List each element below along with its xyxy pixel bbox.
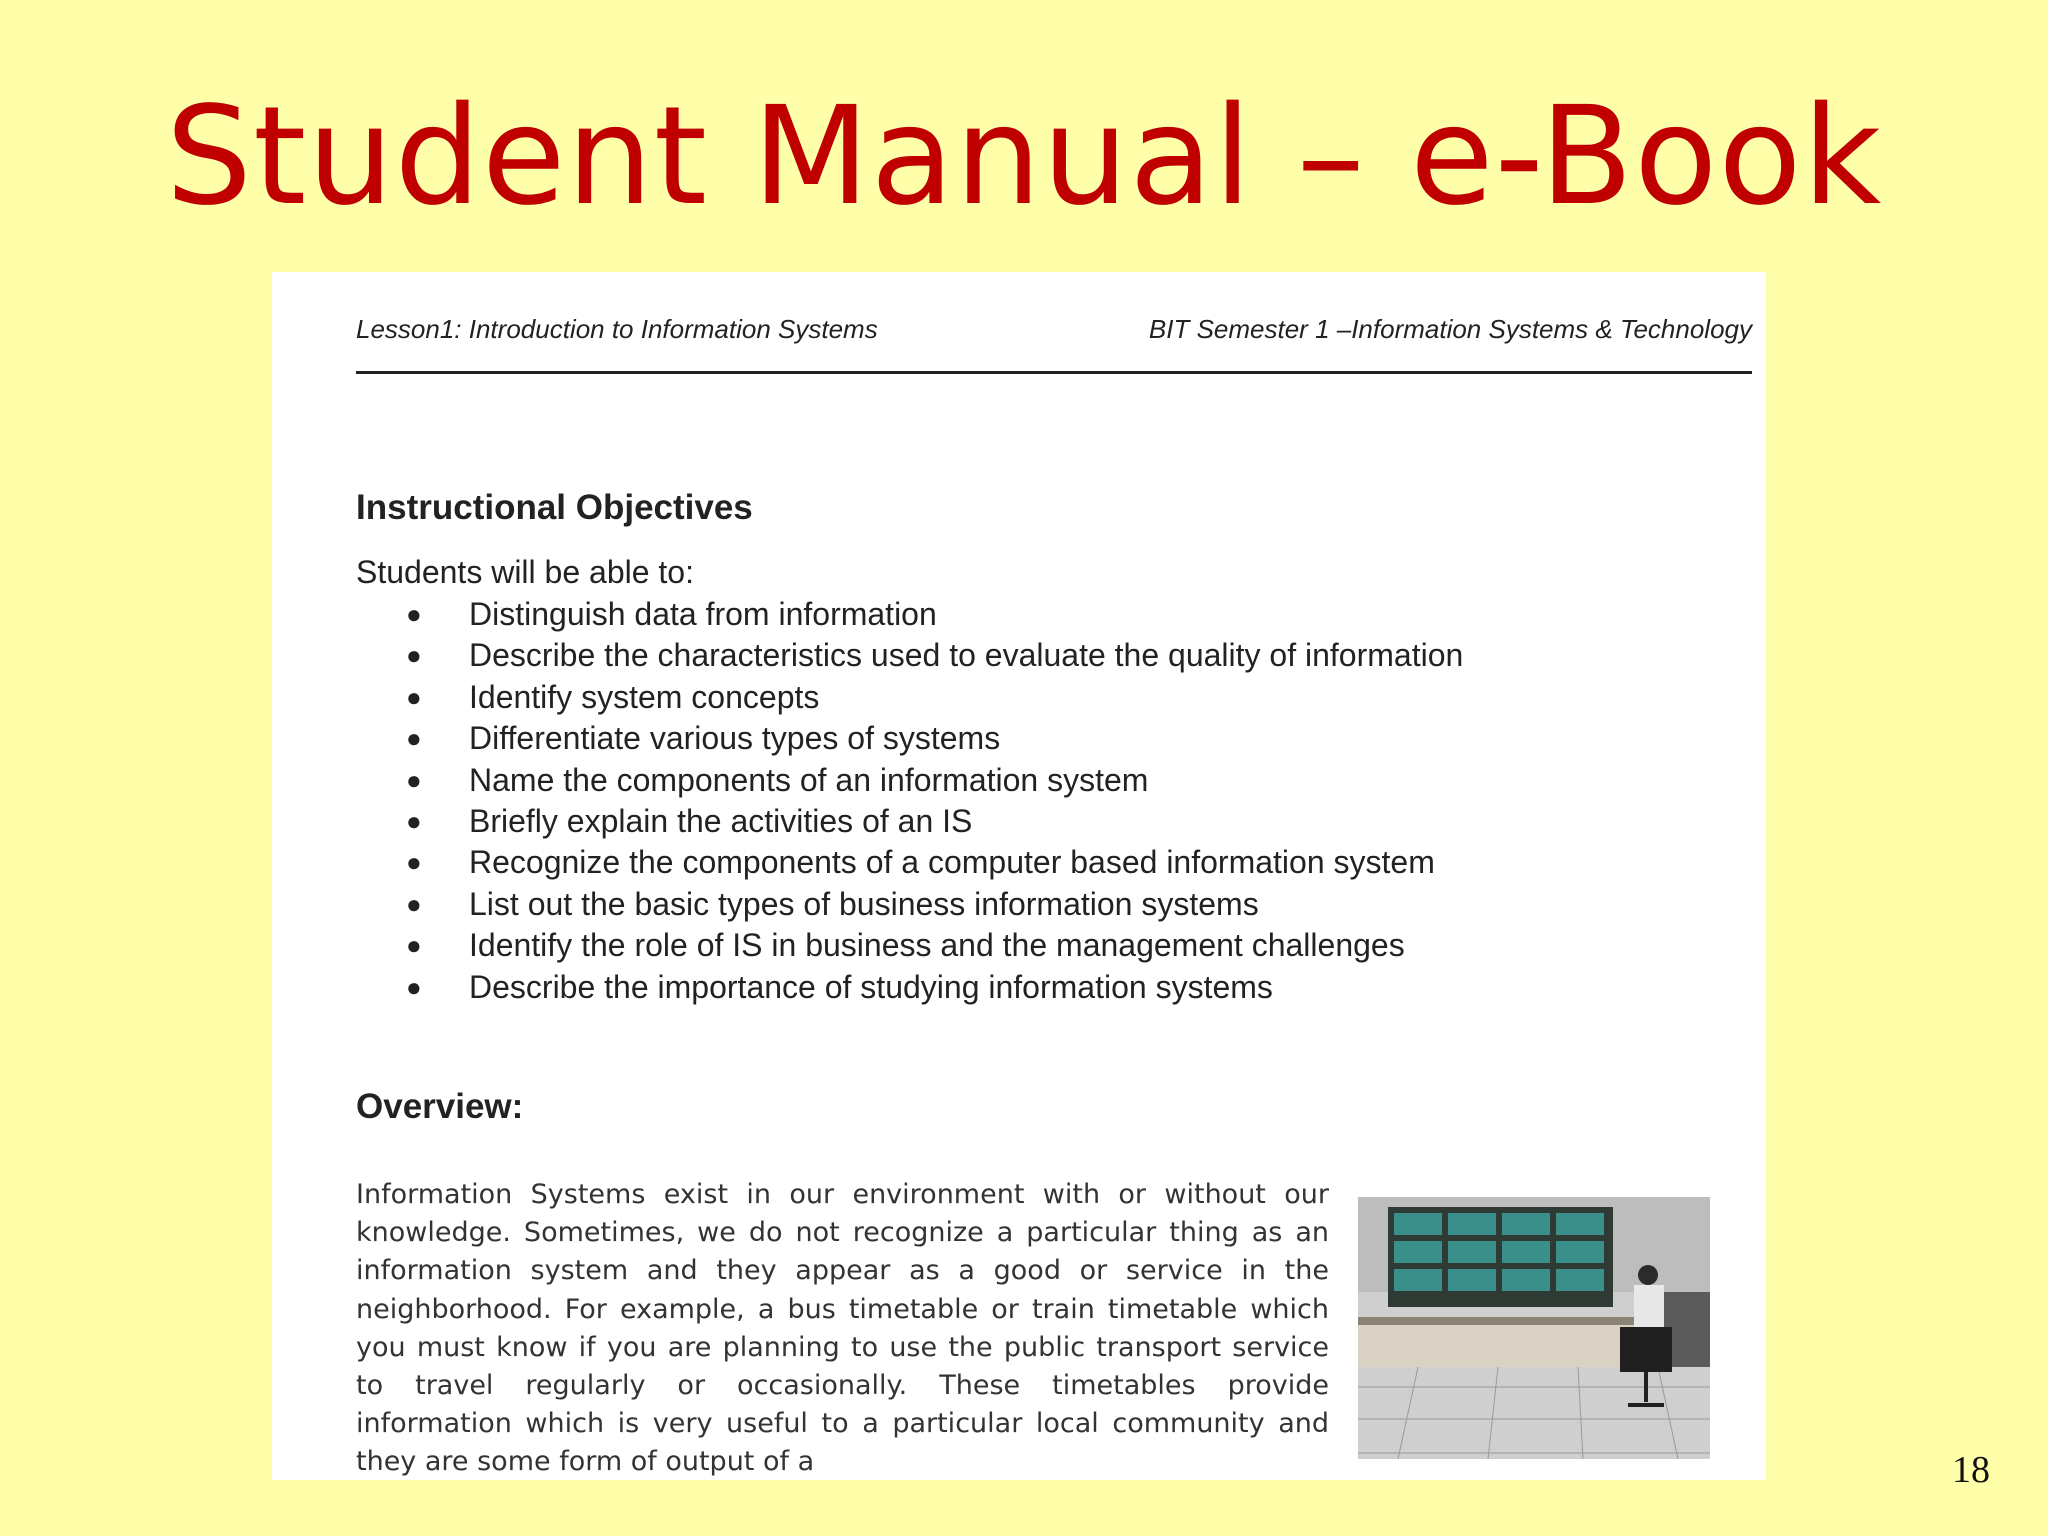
bullet-icon: ● [406, 847, 422, 878]
overview-paragraph: Information Systems exist in our environment with or without our knowledge. Sometimes, we do not recognize a particular thing as an information system and they appear as a good or service in the neighborhood. For example, a bus timetable or train timetable which you must know if you are planning to use the public transport service to travel regularly or occasionally. These timetables provide information which is very useful to a particular local community and they are some form of output of a [356, 1179, 1329, 1478]
control-room-photo [1358, 1197, 1710, 1459]
bullet-icon: ● [406, 930, 422, 961]
slide-title: Student Manual – e-Book [165, 78, 1883, 236]
list-item [272, 925, 1766, 966]
page-header [356, 314, 1752, 364]
list-item [272, 884, 1766, 925]
overview-heading: Overview: [356, 1087, 524, 1126]
header-lesson-title: Lesson1: Introduction to Information Systems [356, 314, 878, 344]
list-item [272, 967, 1766, 1008]
list-item [272, 594, 1766, 635]
list-item [272, 842, 1766, 883]
bullet-icon: ● [406, 640, 422, 671]
list-item [272, 677, 1766, 718]
objective-text: Briefly explain the activities of an IS [469, 802, 973, 839]
objectives-heading: Instructional Objectives [356, 488, 753, 527]
bullet-icon: ● [406, 805, 422, 836]
objectives-list [272, 594, 1766, 1008]
objectives-intro: Students will be able to: [356, 554, 694, 590]
bullet-icon: ● [406, 971, 422, 1002]
bullet-icon: ● [406, 599, 422, 629]
list-item [272, 760, 1766, 801]
slide-number: 18 [1952, 1449, 1990, 1491]
objective-text: Describe the characteristics used to evaluate the quality of information [469, 637, 1464, 674]
objective-text: Distinguish data from information [469, 596, 937, 632]
ebook-page [272, 272, 1766, 1480]
objective-text: Identify system concepts [469, 678, 820, 715]
bullet-icon: ● [406, 764, 422, 795]
list-item [272, 718, 1766, 759]
header-course-title: BIT Semester 1 –Information Systems & Technology [1148, 314, 1752, 344]
objective-text: Differentiate various types of systems [469, 720, 1001, 757]
objective-text: Name the components of an information system [469, 761, 1149, 798]
objective-text: Describe the importance of studying information systems [469, 968, 1273, 1005]
list-item [272, 801, 1766, 842]
bullet-icon: ● [406, 888, 422, 919]
header-divider [356, 371, 1752, 374]
bullet-icon: ● [406, 723, 422, 754]
objective-text: Recognize the components of a computer based information system [469, 844, 1435, 881]
bullet-icon: ● [406, 681, 422, 712]
objective-text: Identify the role of IS in business and the management challenges [469, 927, 1405, 964]
list-item [272, 635, 1766, 676]
objective-text: List out the basic types of business information systems [469, 885, 1259, 922]
